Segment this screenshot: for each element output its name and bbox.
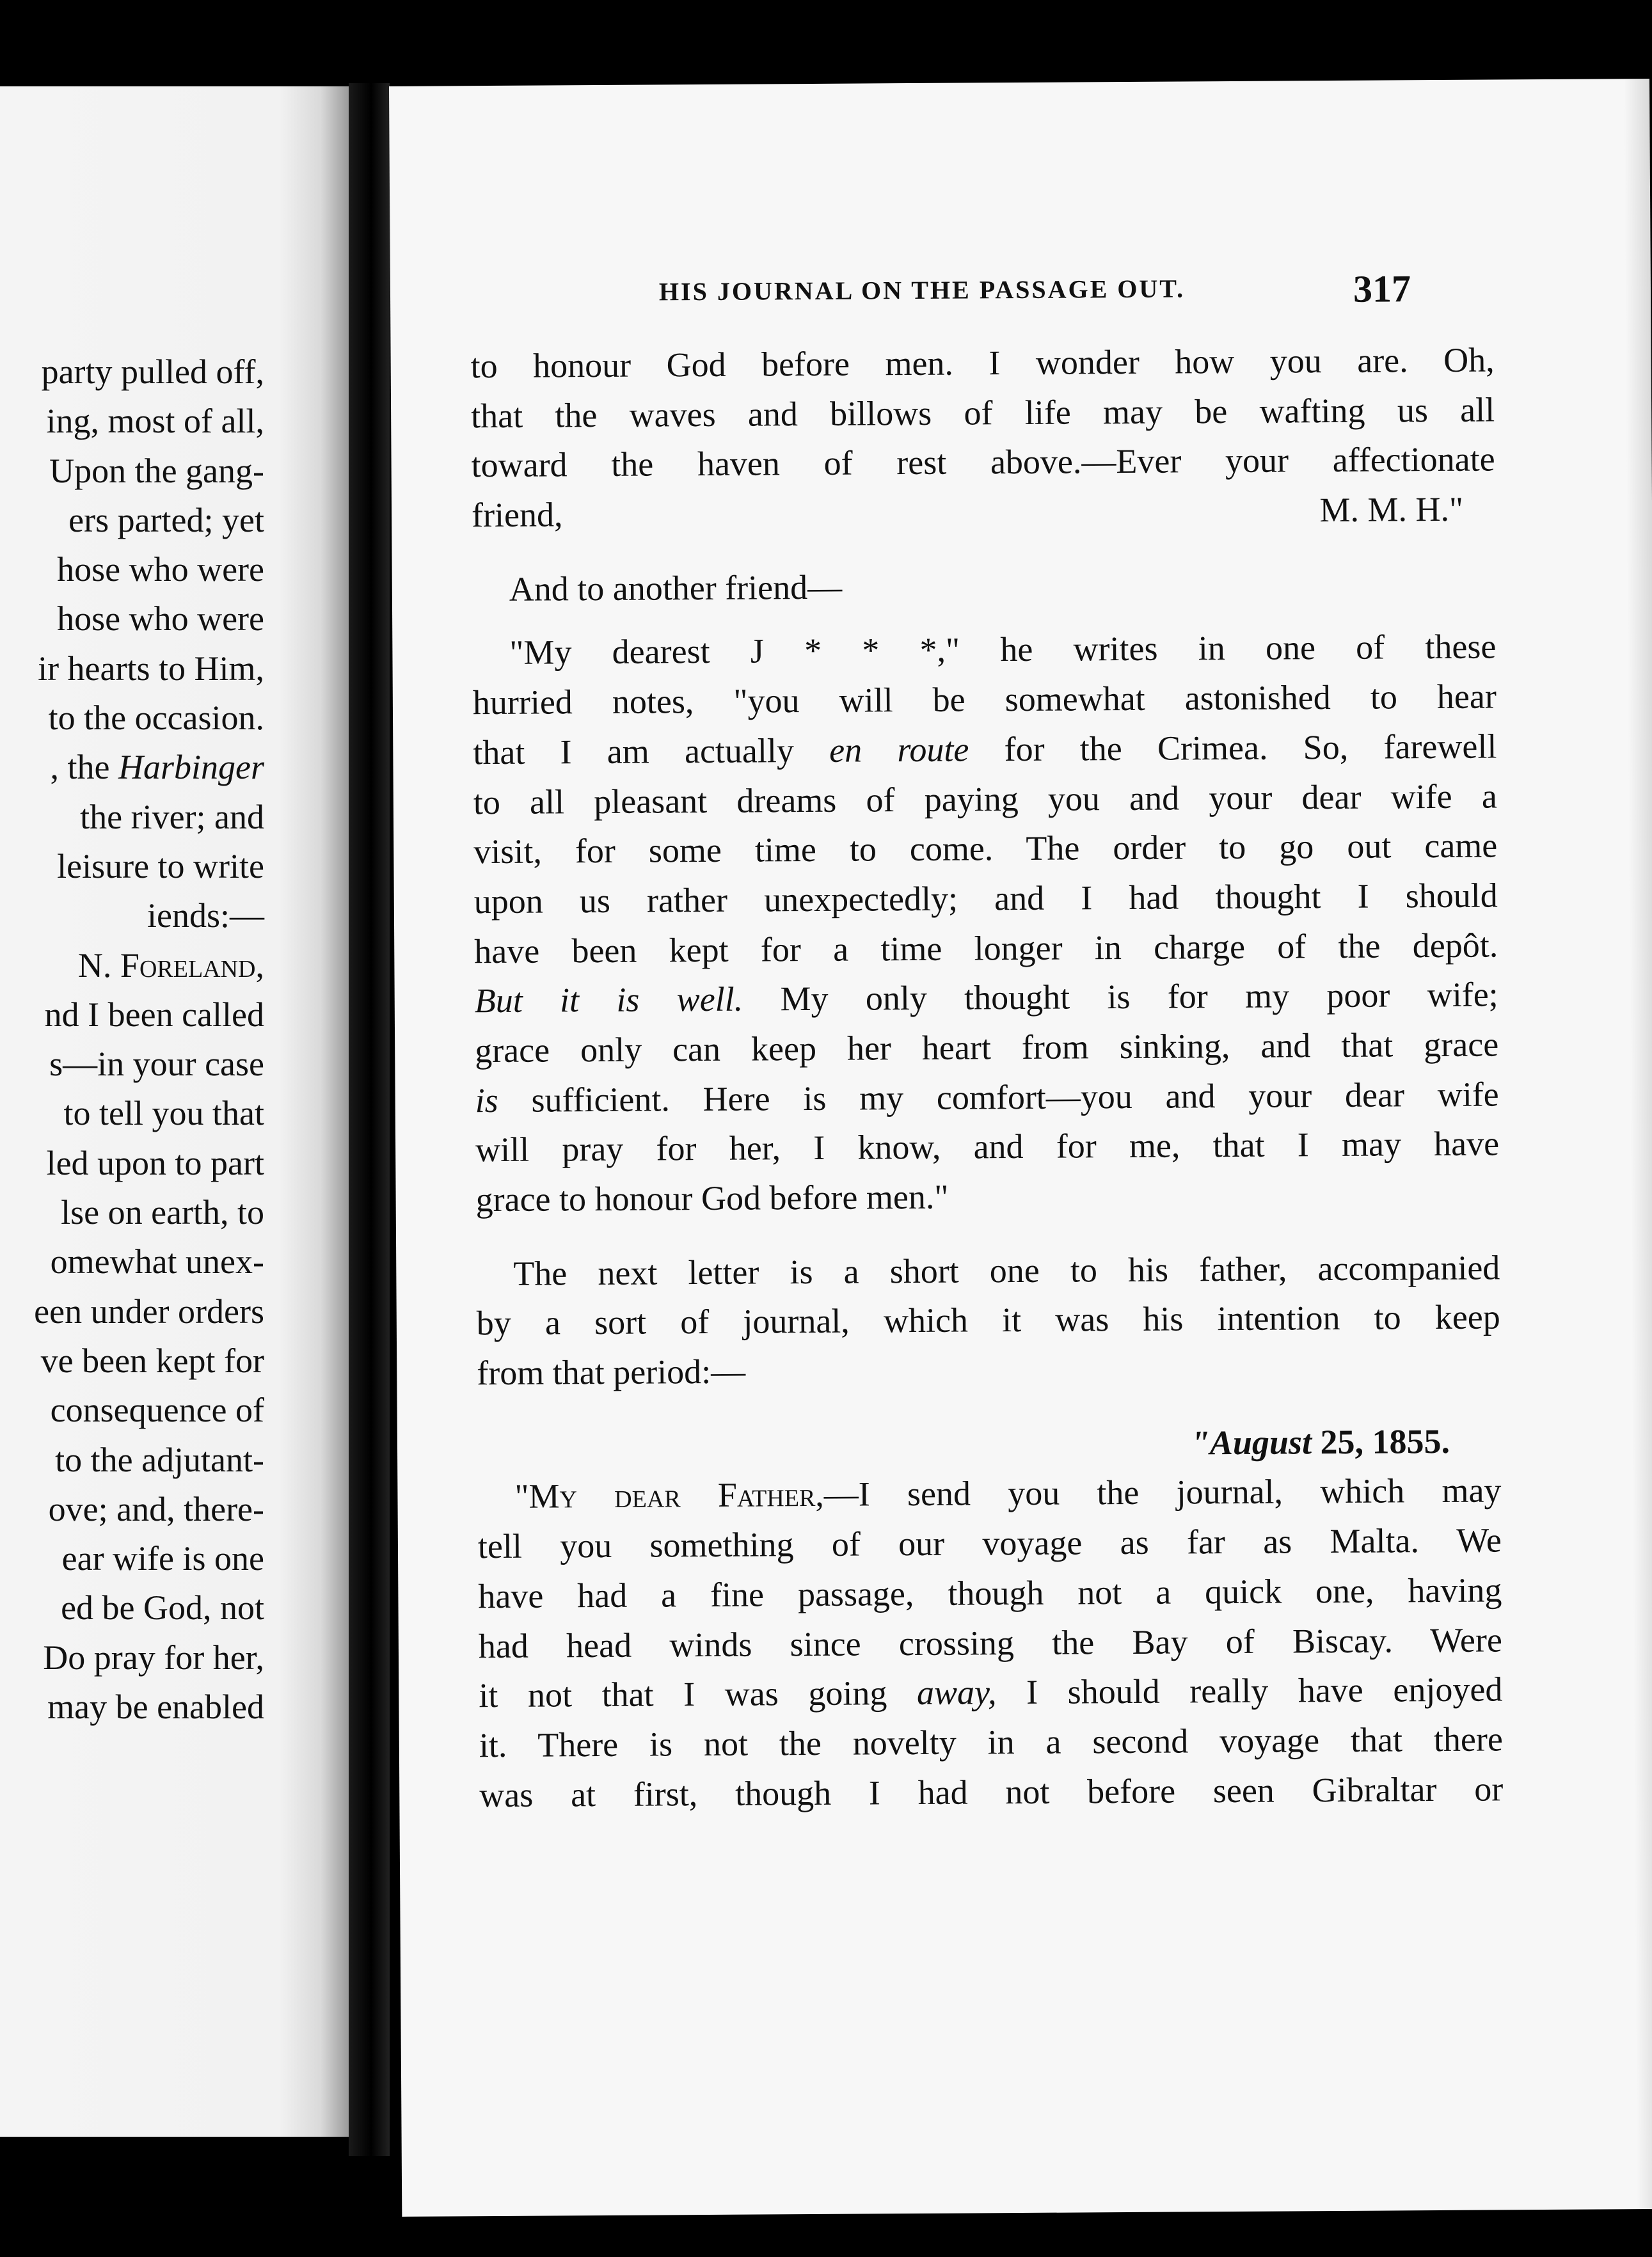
left-page-line: ir hearts to Him, — [38, 649, 264, 688]
left-page-line: nd I been called — [44, 995, 264, 1034]
body-text — [470, 335, 1503, 1820]
italic-span: away, — [916, 1673, 997, 1713]
text-line: to all pleasant dreams of paying you and your dear wife a — [473, 776, 1497, 821]
text-span: I should really have enjoyed — [996, 1670, 1503, 1712]
text-line — [473, 722, 1497, 777]
dateline — [477, 1416, 1501, 1472]
running-head: HIS JOURNAL ON THE PASSAGE OUT. — [658, 274, 1186, 306]
text-span: My only thought is for my poor wife; — [743, 975, 1498, 1018]
text-span: that I am actually — [473, 731, 830, 772]
text-line — [475, 1070, 1498, 1125]
text-line: have had a fine passage, though not a quick one, having — [478, 1571, 1502, 1616]
left-page-line: s—in your case — [49, 1045, 264, 1084]
text-span: for the Crimea. So, farewell — [969, 727, 1497, 769]
text-line: have been kept for a time longer in charge of the depôt. — [474, 926, 1498, 970]
text-line: hurried notes, "you will be somewhat astonished to hear — [472, 677, 1497, 722]
left-page-line: to tell you that — [63, 1094, 264, 1133]
text-line: it. There is not the novelty in a second voyage that there — [479, 1720, 1503, 1765]
left-page-line: leisure to write — [57, 846, 264, 885]
left-page-line: lse on earth, to — [61, 1193, 264, 1232]
left-page-line: omewhat unex- — [50, 1242, 264, 1281]
date-month: "August — [1190, 1422, 1312, 1462]
left-page — [0, 86, 349, 2137]
salutation: "My dear Father, — [514, 1475, 825, 1516]
left-page-line: hose who were — [57, 599, 264, 638]
text-line — [479, 1665, 1502, 1721]
text-line: grace to honour God before men." — [475, 1177, 949, 1219]
text-line: upon us rather unexpectedly; and I had thought I should — [473, 876, 1498, 921]
left-page-line: ed be God, not — [61, 1588, 264, 1627]
text-line: grace only can keep her heart from sinking, and that grace — [475, 1025, 1499, 1070]
book-gutter — [349, 83, 390, 2156]
text-line: had head winds since crossing the Bay of Biscay. Were — [478, 1620, 1503, 1665]
text-line: visit, for some time to come. The order to go out came — [473, 826, 1498, 871]
left-page-line: consequence of — [50, 1391, 264, 1430]
italic-span: en route — [829, 730, 969, 770]
text-line: by a sort of journal, which it was his intention to keep — [476, 1297, 1500, 1343]
text-line: "My dearest J * * *," he writes in one of these — [509, 627, 1497, 672]
left-page-line: ear wife is one — [61, 1539, 264, 1578]
page-edge-shadow — [1624, 79, 1652, 2209]
left-page-text — [34, 347, 264, 1732]
left-page-line: ove; and, there- — [48, 1489, 264, 1528]
text-line — [472, 485, 1495, 541]
page-number: 317 — [1353, 267, 1411, 310]
text-line: tell you something of our voyage as far as Malta. We — [477, 1521, 1502, 1566]
text-span: it not that I was going — [479, 1674, 917, 1715]
closing-friend: friend, — [471, 495, 563, 535]
left-page-line: iends:— — [147, 896, 264, 935]
left-page-line: ve been kept for — [40, 1341, 264, 1380]
left-page-line: to the occasion. — [48, 699, 264, 738]
text-line: toward the haven of rest above.—Ever your affectionate — [471, 440, 1495, 485]
text-span: —I send you the journal, which may — [823, 1471, 1502, 1514]
left-page-line: N. Foreland, — [77, 946, 264, 985]
left-page-line: een under orders — [34, 1292, 264, 1331]
text-line — [475, 970, 1498, 1026]
left-page-line: to the adjutant- — [55, 1440, 264, 1479]
left-page-line: , the Harbinger — [50, 748, 264, 787]
left-page-line: Do pray for her, — [43, 1638, 264, 1677]
left-page-line: ing, most of all, — [46, 402, 264, 441]
text-line: from that period:— — [477, 1352, 746, 1393]
left-page-line: may be enabled — [47, 1688, 264, 1727]
text-line: And to another friend— — [509, 567, 843, 608]
left-page-line: hose who were — [57, 550, 264, 589]
date-rest: 25, 1855. — [1311, 1422, 1450, 1461]
text-line: that the waves and billows of life may be wafting us all — [470, 390, 1495, 435]
italic-span: But it is well. — [474, 979, 743, 1020]
text-line: will pray for her, I know, and for me, that I may have — [475, 1124, 1500, 1169]
right-page — [389, 79, 1652, 2217]
text-line — [477, 1466, 1501, 1522]
text-span: sufficient. Here is my comfort—you and your dear wife — [498, 1075, 1499, 1120]
left-page-line: ers parted; yet — [68, 500, 264, 539]
text-line: to honour God before men. I wonder how you are. Oh, — [470, 340, 1495, 386]
left-page-line: party pulled off, — [41, 352, 264, 391]
text-line: was at first, though I had not before seen Gibraltar or — [479, 1769, 1504, 1814]
signature: M. M. H." — [1319, 489, 1464, 530]
left-page-line: led upon to part — [46, 1143, 264, 1182]
italic-span: is — [475, 1081, 498, 1120]
left-page-line: the river; and — [80, 797, 264, 836]
left-page-line: Upon the gang- — [49, 451, 264, 490]
text-line: The next letter is a short one to his father, accompanied — [513, 1248, 1500, 1293]
